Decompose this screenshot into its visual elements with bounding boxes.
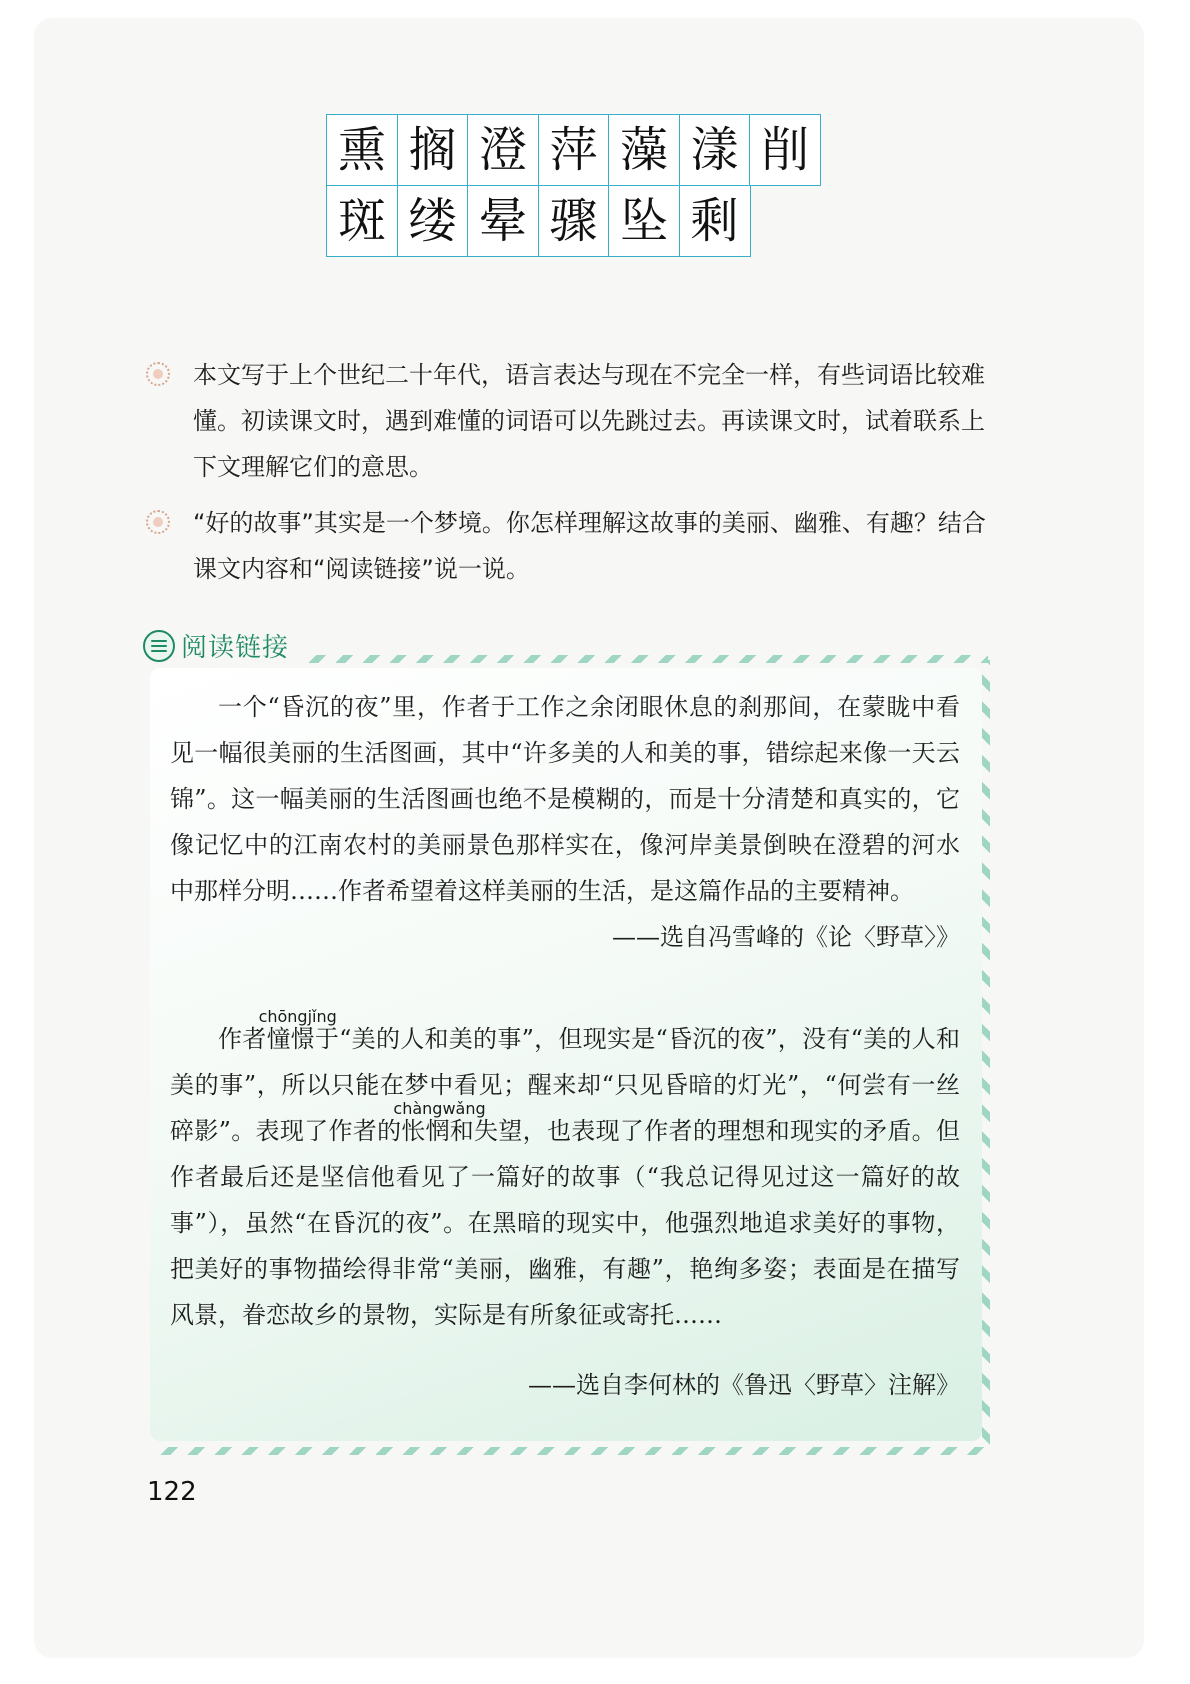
reading-link-title: 阅读链接 [181, 633, 290, 663]
bullet-icon [146, 362, 170, 386]
passage-2-text: 和失望，也表现了作者的理想和现实的矛盾。但作者最后还是坚信他看见了一篇好的故事（“我总记得见过这一篇好的故事”），虽然“在昏沉的夜”。在黑暗的现实中，他强烈地追求美好的事物，把美好的事物描绘得非常“美丽，幽雅，有趣”，艳绚多姿；表面是在描写风景，眷恋故乡的景物，实际是有所象征或寄托…… [170, 1117, 960, 1329]
dashed-border-bottom [160, 1447, 988, 1455]
character-cell: 萍 [538, 114, 610, 186]
character-grid-row-1 [326, 114, 820, 185]
exercise-item [140, 352, 1000, 490]
character-cell: 搁 [397, 114, 469, 186]
character-cell: 藻 [608, 114, 680, 186]
passage-2-text: 于“美的人和美的事”，但现实是“昏沉的夜”，没有“美的人和美的事”，所以只能在梦中看见；醒来却“只见昏暗的灯光”，“何尝有一丝碎影”。表现了作者的 [170, 1025, 960, 1145]
character-cell: 剩 [679, 185, 751, 257]
character-cell: 削 [749, 114, 821, 186]
book-icon [143, 630, 175, 662]
ruby-word [258, 1007, 337, 1062]
exercise-item [140, 500, 1000, 592]
reading-link-header [143, 627, 289, 664]
exercise-list [140, 352, 1000, 602]
ruby-characters: 憧憬 [266, 1025, 315, 1053]
character-cell: 漾 [679, 114, 751, 186]
bullet-icon [146, 510, 170, 534]
passage-1-source: ——选自冯雪峰的《论〈野草〉》 [612, 923, 960, 951]
reading-link-content [170, 684, 960, 1408]
reading-passage-2 [170, 1007, 960, 1338]
character-cell: 缕 [397, 185, 469, 257]
ruby-word [393, 1099, 486, 1154]
character-grid [326, 114, 820, 255]
exercise-text: 本文写于上个世纪二十年代，语言表达与现在不完全一样，有些词语比较难懂。初读课文时，遇到难懂的词语可以先跳过去。再读课文时，试着联系上下文理解它们的意思。 [193, 361, 985, 481]
character-cell: 坠 [608, 185, 680, 257]
page-number: 122 [147, 1477, 197, 1507]
dashed-border-right [982, 660, 990, 1445]
pinyin-annotation: chōngjǐng [258, 1007, 337, 1026]
ruby-characters: 怅惘 [401, 1117, 450, 1145]
character-cell: 骤 [538, 185, 610, 257]
dashed-border-top [308, 655, 988, 663]
character-grid-row-2 [326, 185, 820, 256]
character-cell: 澄 [467, 114, 539, 186]
character-cell: 晕 [467, 185, 539, 257]
character-cell: 斑 [326, 185, 398, 257]
passage-2-text: 作者 [218, 1025, 267, 1053]
exercise-text: “好的故事”其实是一个梦境。你怎样理解这故事的美丽、幽雅、有趣？结合课文内容和“阅读链接”说一说。 [193, 509, 986, 583]
passage-2-source: ——选自李何林的《鲁迅〈野草〉注解》 [528, 1371, 960, 1399]
character-cell: 熏 [326, 114, 398, 186]
pinyin-annotation: chàngwǎng [393, 1099, 486, 1118]
reading-passage-1: 一个“昏沉的夜”里，作者于工作之余闭眼休息的刹那间，在蒙眬中看见一幅很美丽的生活图画，其中“许多美的人和美的事，错综起来像一天云锦”。这一幅美丽的生活图画也绝不是模糊的，而是十分清楚和真实的，它像记忆中的江南农村的美丽景色那样实在，像河岸美景倒映在澄碧的河水中那样分明……作者希望着这样美丽的生活，是这篇作品的主要精神。 [170, 693, 960, 905]
